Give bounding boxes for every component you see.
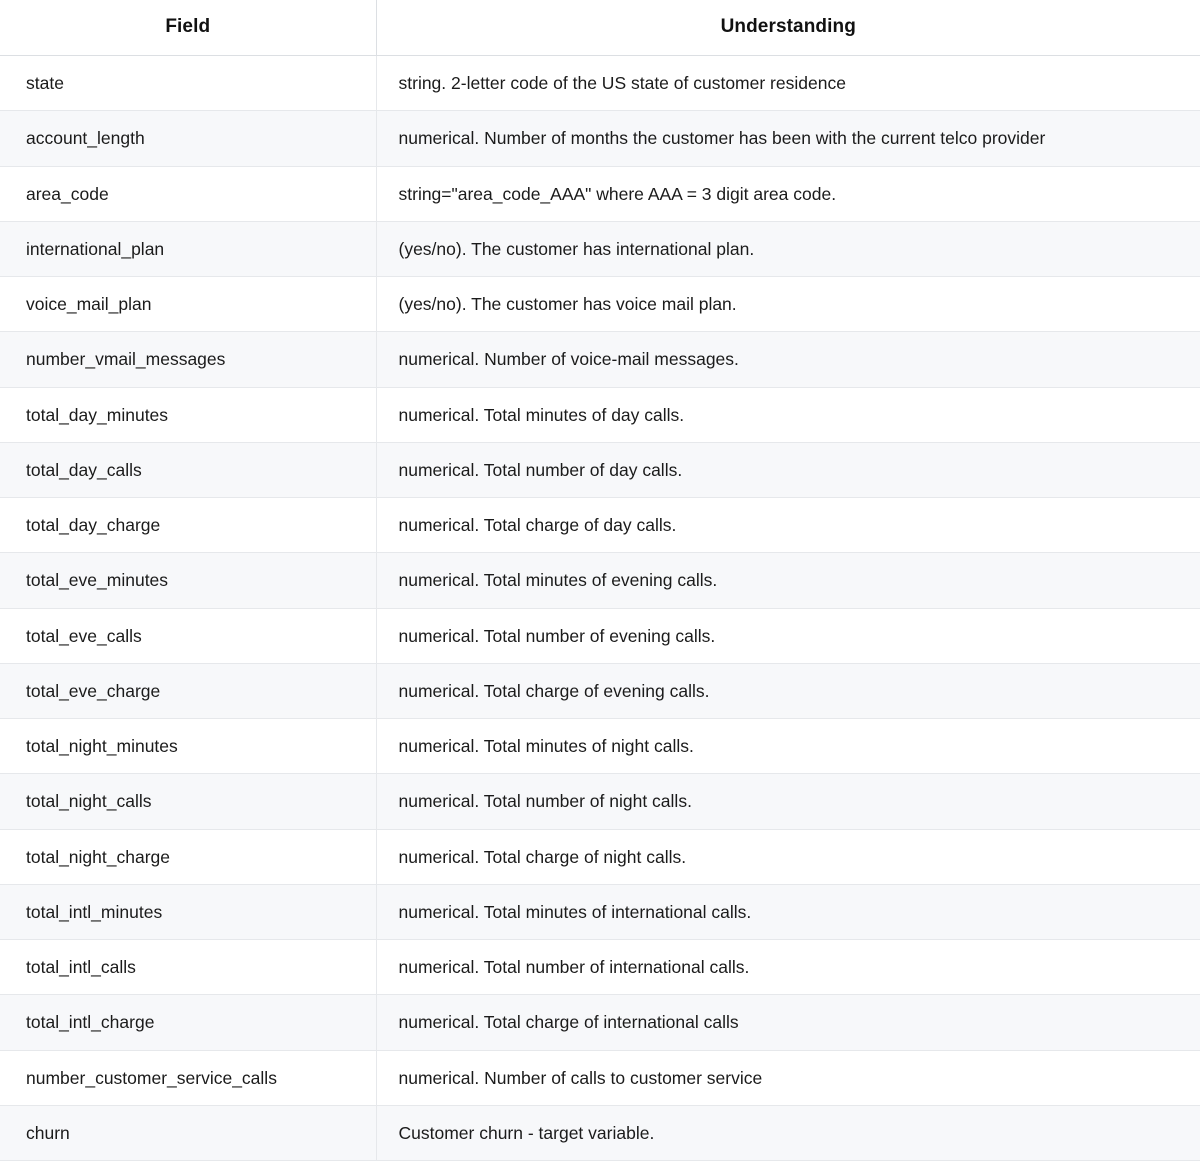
cell-field: total_intl_charge: [0, 995, 376, 1050]
cell-field: total_intl_minutes: [0, 884, 376, 939]
cell-understanding: (yes/no). The customer has international plan.: [376, 221, 1200, 276]
cell-understanding: numerical. Number of months the customer has been with the current telco provider: [376, 111, 1200, 166]
cell-understanding: numerical. Total charge of international calls: [376, 995, 1200, 1050]
cell-understanding: numerical. Total charge of evening calls.: [376, 663, 1200, 718]
cell-understanding: numerical. Number of voice-mail messages.: [376, 332, 1200, 387]
table-row: [0, 56, 1200, 111]
cell-field: total_night_charge: [0, 829, 376, 884]
cell-field: churn: [0, 1105, 376, 1160]
table-row: [0, 1050, 1200, 1105]
cell-field: total_night_calls: [0, 774, 376, 829]
table-row: [0, 995, 1200, 1050]
cell-field: account_length: [0, 111, 376, 166]
cell-understanding: numerical. Total minutes of evening calls.: [376, 553, 1200, 608]
table-row: [0, 111, 1200, 166]
cell-understanding: numerical. Total minutes of international calls.: [376, 884, 1200, 939]
table-row: [0, 553, 1200, 608]
cell-field: total_eve_calls: [0, 608, 376, 663]
cell-understanding: numerical. Total number of evening calls.: [376, 608, 1200, 663]
column-header-field: Field: [0, 0, 376, 56]
table-row: [0, 221, 1200, 276]
cell-understanding: string="area_code_AAA" where AAA = 3 digit area code.: [376, 166, 1200, 221]
table-row: [0, 774, 1200, 829]
table-row: [0, 442, 1200, 497]
cell-understanding: (yes/no). The customer has voice mail plan.: [376, 277, 1200, 332]
table-body: [0, 56, 1200, 1161]
cell-field: total_eve_minutes: [0, 553, 376, 608]
cell-understanding: numerical. Total charge of night calls.: [376, 829, 1200, 884]
table-row: [0, 719, 1200, 774]
table-row: [0, 829, 1200, 884]
cell-field: voice_mail_plan: [0, 277, 376, 332]
cell-field: area_code: [0, 166, 376, 221]
table-row: [0, 940, 1200, 995]
cell-field: total_day_minutes: [0, 387, 376, 442]
cell-understanding: numerical. Total charge of day calls.: [376, 498, 1200, 553]
cell-understanding: numerical. Total minutes of night calls.: [376, 719, 1200, 774]
table-row: [0, 332, 1200, 387]
table-row: [0, 608, 1200, 663]
cell-understanding: numerical. Total number of international calls.: [376, 940, 1200, 995]
cell-understanding: numerical. Total number of night calls.: [376, 774, 1200, 829]
table-row: [0, 166, 1200, 221]
table-row: [0, 663, 1200, 718]
cell-field: state: [0, 56, 376, 111]
cell-field: total_day_calls: [0, 442, 376, 497]
cell-understanding: string. 2-letter code of the US state of customer residence: [376, 56, 1200, 111]
cell-understanding: numerical. Total minutes of day calls.: [376, 387, 1200, 442]
table-row: [0, 498, 1200, 553]
cell-understanding: numerical. Total number of day calls.: [376, 442, 1200, 497]
table-header: [0, 0, 1200, 56]
table-header-row: [0, 0, 1200, 56]
cell-understanding: numerical. Number of calls to customer service: [376, 1050, 1200, 1105]
table-row: [0, 277, 1200, 332]
cell-field: total_intl_calls: [0, 940, 376, 995]
table-row: [0, 884, 1200, 939]
cell-field: total_eve_charge: [0, 663, 376, 718]
table-row: [0, 387, 1200, 442]
cell-field: number_vmail_messages: [0, 332, 376, 387]
cell-field: total_day_charge: [0, 498, 376, 553]
cell-field: international_plan: [0, 221, 376, 276]
cell-field: number_customer_service_calls: [0, 1050, 376, 1105]
column-header-understanding: Understanding: [376, 0, 1200, 56]
cell-understanding: Customer churn - target variable.: [376, 1105, 1200, 1160]
table-row: [0, 1105, 1200, 1160]
cell-field: total_night_minutes: [0, 719, 376, 774]
